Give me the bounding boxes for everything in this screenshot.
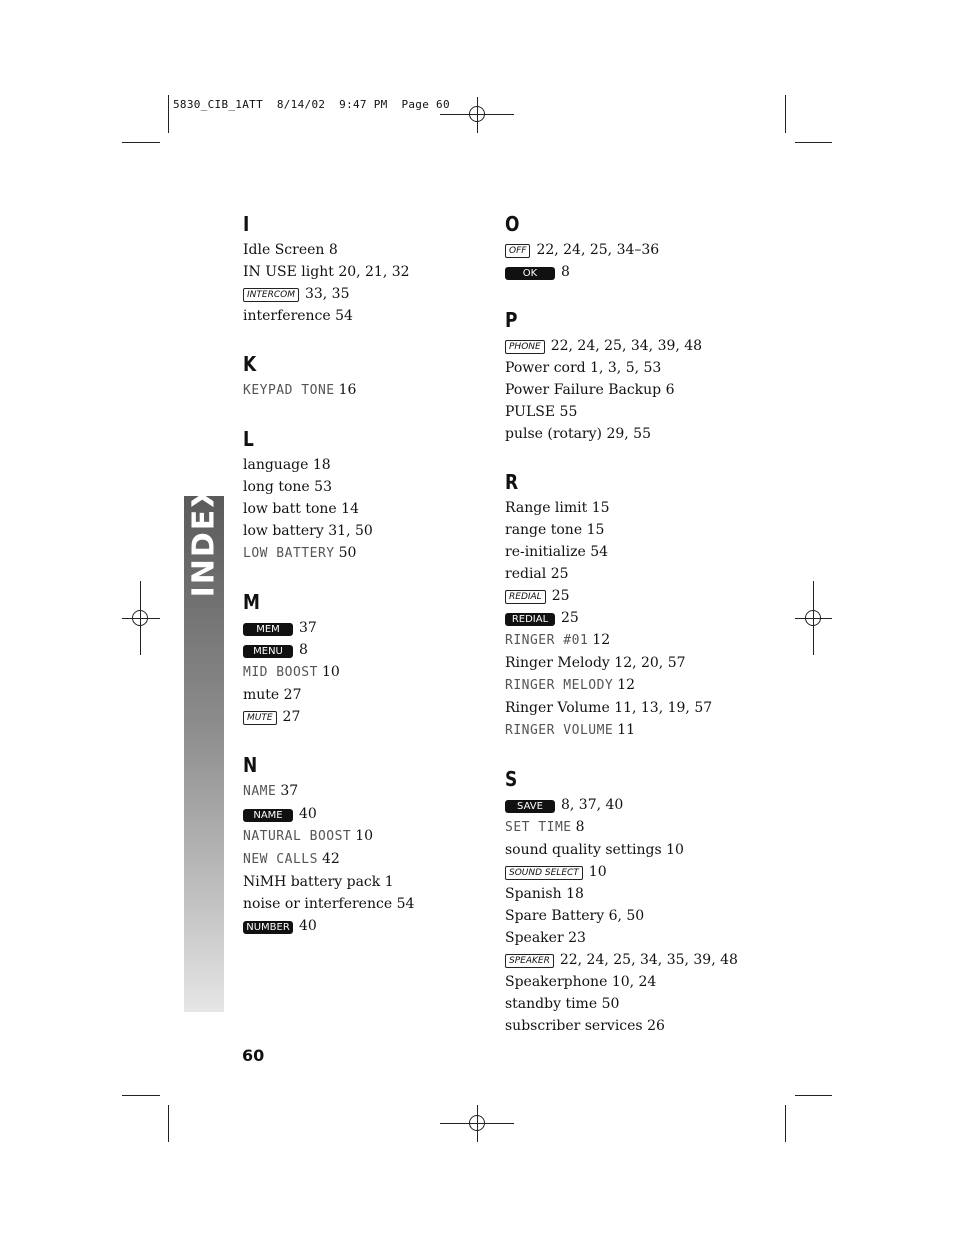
entry-term: Ringer Volume [505,700,610,716]
section-letter: P [505,308,518,332]
index-entry [243,305,483,327]
lcd-display-text: NATURAL BOOST [243,829,352,844]
index-entry [243,542,483,565]
index-entry [243,915,483,937]
index-section-o [505,211,745,283]
entry-page-numbers: 18 [566,886,584,902]
index-entry [243,780,483,803]
index-section-i [243,211,483,327]
entry-term: Spare Battery [505,908,605,924]
index-entry [505,993,745,1015]
section-letter: O [505,212,520,236]
index-section-l [243,426,483,565]
entry-term: sound quality settings [505,842,662,858]
index-section-r [505,469,745,742]
entry-term: Ringer Melody [505,655,610,671]
index-entry [505,629,745,652]
section-letter: I [243,212,250,236]
index-entry [243,706,483,728]
entry-term: re-initialize [505,544,586,560]
section-letter: M [243,590,260,614]
section-letter: S [505,767,518,791]
index-entry [505,816,745,839]
lcd-display-text: MID BOOST [243,665,318,680]
lcd-display-text: SET TIME [505,820,572,835]
lcd-display-text: RINGER #01 [505,633,589,648]
lcd-display-text: RINGER VOLUME [505,723,614,738]
index-entry [243,379,483,402]
index-entry [505,971,745,993]
lcd-display-text: NEW CALLS [243,852,318,867]
index-entry [505,883,745,905]
entry-page-numbers: 31, 50 [328,523,373,539]
entry-page-numbers: 11, 13, 19, 57 [614,700,713,716]
index-entry [505,697,745,719]
entry-term: Speaker [505,930,564,946]
index-entry [243,848,483,871]
entry-page-numbers: 55 [559,404,578,420]
entry-page-numbers: 23 [568,930,586,946]
entry-page-numbers: 54 [590,544,609,560]
entry-page-numbers: 54 [335,308,353,324]
entry-page-numbers: 26 [647,1018,665,1034]
index-entry [243,261,483,283]
display-softkey-label: OK [505,267,555,280]
index-entry [505,519,745,541]
index-entry [243,639,483,661]
index-section-s [505,766,745,1037]
index-entry [505,652,745,674]
index-column-left [243,211,483,961]
index-section-p [505,307,745,445]
index-entry [505,239,745,261]
entry-page-numbers: 22, 24, 25, 34, 35, 39, 48 [559,952,738,968]
index-entry [505,497,745,519]
index-entry [243,893,483,915]
index-entry [505,379,745,401]
index-entry [505,401,745,423]
index-section-m [243,589,483,728]
entry-page-numbers: 8 [299,642,308,658]
entry-page-numbers: 14 [341,501,359,517]
index-section-k [243,351,483,402]
index-entry [243,825,483,848]
index-side-tab-label: INDEX [186,482,222,598]
index-entry [505,861,745,883]
entry-term: Idle Screen [243,242,325,258]
entry-term: redial [505,566,547,582]
index-entry [243,661,483,684]
lcd-display-text: NAME [243,784,277,799]
entry-page-numbers: 6, 50 [608,908,645,924]
entry-term: PULSE [505,404,556,420]
entry-page-numbers: 37 [280,783,299,799]
entry-page-numbers: 54 [396,896,415,912]
entry-page-numbers: 40 [299,806,317,822]
index-entry [505,949,745,971]
index-entry [505,839,745,861]
index-entry [505,261,745,283]
entry-term: low battery [243,523,324,539]
entry-page-numbers: 10 [588,864,607,880]
entry-page-numbers: 8 [328,242,338,258]
index-entry [505,423,745,445]
lcd-display-text: RINGER MELODY [505,678,614,693]
entry-term: noise or interference [243,896,393,912]
entry-page-numbers: 50 [601,996,620,1012]
entry-page-numbers: 37 [299,620,317,636]
entry-page-numbers: 8, 37, 40 [561,797,624,813]
index-entry [505,794,745,816]
display-softkey-label: SAVE [505,800,555,813]
handset-key-label: OFF [505,244,530,258]
index-entry [505,719,745,742]
index-entry [243,476,483,498]
index-entry [505,607,745,629]
entry-term: IN USE light [243,264,334,280]
display-softkey-label: NAME [243,809,293,822]
entry-page-numbers: 15 [591,500,610,516]
index-entry [243,283,483,305]
handset-key-label: PHONE [505,340,545,354]
index-entry [243,684,483,706]
entry-page-numbers: 27 [283,687,302,703]
index-entry [505,335,745,357]
entry-page-numbers: 10, 24 [611,974,657,990]
index-entry [505,927,745,949]
index-entry [243,239,483,261]
index-entry [505,585,745,607]
index-column-right [505,211,745,1061]
entry-page-numbers: 29, 55 [606,426,651,442]
display-softkey-label: MENU [243,645,293,658]
entry-term: Spanish [505,886,562,902]
index-entry [243,803,483,825]
entry-term: standby time [505,996,598,1012]
entry-page-numbers: 42 [321,851,340,867]
index-entry [505,563,745,585]
handset-key-label: SOUND SELECT [505,866,583,880]
page-number: 60 [242,1046,265,1065]
entry-term: long tone [243,479,310,495]
index-entry [243,454,483,476]
entry-page-numbers: 11 [617,722,636,738]
index-entry [505,674,745,697]
section-letter: L [243,427,254,451]
printer-slug-line: 5830_CIB_1ATT 8/14/02 9:47 PM Page 60 [173,98,450,111]
entry-page-numbers: 25 [551,588,570,604]
entry-page-numbers: 6 [665,382,675,398]
index-entry [505,1015,745,1037]
index-entry [505,541,745,563]
handset-key-label: SPEAKER [505,954,554,968]
handset-key-label: MUTE [243,711,277,725]
entry-page-numbers: 8 [575,819,585,835]
index-entry [505,357,745,379]
lcd-display-text: LOW BATTERY [243,546,335,561]
index-side-tab [184,482,224,1012]
entry-term: pulse (rotary) [505,426,602,442]
entry-page-numbers: 25 [561,610,579,626]
entry-term: low batt tone [243,501,337,517]
entry-page-numbers: 40 [299,918,317,934]
handset-key-label: INTERCOM [243,288,299,302]
entry-page-numbers: 18 [312,457,331,473]
entry-page-numbers: 15 [586,522,605,538]
entry-term: Range limit [505,500,588,516]
index-entry [243,871,483,893]
entry-term: interference [243,308,331,324]
entry-page-numbers: 12 [592,632,611,648]
index-entry [243,498,483,520]
handset-key-label: REDIAL [505,590,546,604]
entry-page-numbers: 12, 20, 57 [614,655,686,671]
entry-term: Power cord [505,360,586,376]
entry-term: range tone [505,522,583,538]
entry-page-numbers: 8 [561,264,570,280]
entry-page-numbers: 1, 3, 5, 53 [590,360,662,376]
display-softkey-label: MEM [243,623,293,636]
entry-page-numbers: 10 [321,664,340,680]
entry-page-numbers: 10 [666,842,684,858]
entry-page-numbers: 20, 21, 32 [338,264,410,280]
lcd-display-text: KEYPAD TONE [243,383,335,398]
section-letter: N [243,753,258,777]
entry-term: language [243,457,309,473]
entry-term: NiMH battery pack [243,874,381,890]
display-softkey-label: NUMBER [243,921,293,934]
entry-term: subscriber services [505,1018,643,1034]
index-entry [243,617,483,639]
entry-page-numbers: 16 [338,382,357,398]
entry-page-numbers: 10 [355,828,374,844]
entry-page-numbers: 27 [282,709,301,725]
index-section-n [243,752,483,937]
entry-page-numbers: 22, 24, 25, 34–36 [536,242,660,258]
index-entry [505,905,745,927]
entry-term: Speakerphone [505,974,608,990]
entry-page-numbers: 53 [314,479,332,495]
entry-page-numbers: 1 [384,874,394,890]
entry-page-numbers: 22, 24, 25, 34, 39, 48 [550,338,703,354]
section-letter: K [243,352,257,376]
entry-page-numbers: 12 [617,677,636,693]
display-softkey-label: REDIAL [505,613,555,626]
entry-page-numbers: 33, 35 [304,286,350,302]
entry-term: Power Failure Backup [505,382,662,398]
entry-term: mute [243,687,280,703]
entry-page-numbers: 25 [550,566,569,582]
index-entry [243,520,483,542]
section-letter: R [505,470,519,494]
entry-page-numbers: 50 [338,545,357,561]
